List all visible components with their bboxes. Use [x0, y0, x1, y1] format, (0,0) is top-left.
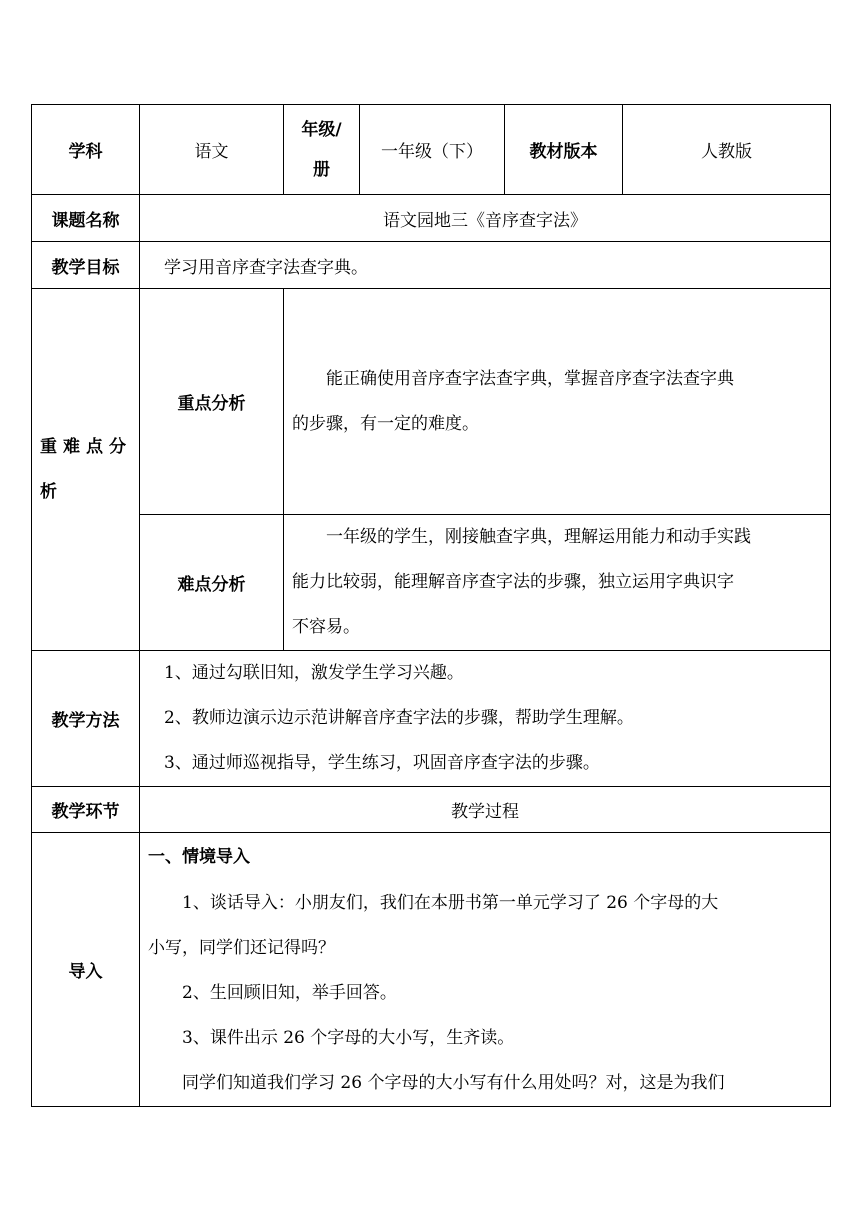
intro-content: [140, 833, 831, 1107]
lesson-plan-table: [31, 104, 831, 1107]
topic-value: 语文园地三《音序查字法》: [140, 195, 831, 242]
intro-heading: 一、情境导入: [148, 847, 250, 867]
subject-value: 语文: [140, 105, 284, 195]
objective-value: 学习用音序查字法查字典。: [140, 242, 831, 289]
analysis-label-line1: 重难点分: [40, 436, 132, 457]
edition-label: 教材版本: [505, 105, 623, 195]
intro-line-4: 3、课件出示 26 个字母的大小写，生齐读。: [182, 1028, 515, 1048]
grade-label-line1: 年级/: [301, 119, 342, 140]
key-analysis-line2: 的步骤，有一定的难度。: [292, 413, 479, 434]
methods-item-2: 2、教师边演示边示范讲解音序查字法的步骤，帮助学生理解。: [164, 708, 634, 728]
methods-label: 教学方法: [32, 651, 140, 787]
intro-line-5: 同学们知道我们学习 26 个字母的大小写有什么用处吗？对，这是为我们: [182, 1073, 725, 1093]
intro-row: [32, 833, 831, 1107]
grade-value: 一年级（下）: [360, 105, 505, 195]
intro-label: 导入: [32, 833, 140, 1107]
difficult-analysis-content: [284, 515, 831, 651]
process-header-value: 教学过程: [140, 787, 831, 833]
objective-row: [32, 242, 831, 289]
lesson-plan-document: [31, 104, 830, 1104]
header-row: [32, 105, 831, 195]
analysis-label: [32, 289, 140, 651]
topic-label: 课题名称: [32, 195, 140, 242]
methods-content: [140, 651, 831, 787]
key-analysis-content: [284, 289, 831, 515]
process-header-label: 教学环节: [32, 787, 140, 833]
difficult-analysis-line3: 不容易。: [292, 617, 360, 637]
methods-item-3: 3、通过师巡视指导，学生练习，巩固音序查字法的步骤。: [164, 753, 600, 773]
difficult-analysis-line2: 能力比较弱，能理解音序查字法的步骤，独立运用字典识字: [292, 572, 734, 592]
grade-label: [284, 105, 360, 195]
difficult-analysis-row: [32, 515, 831, 651]
key-analysis-label: 重点分析: [140, 289, 284, 515]
subject-label: 学科: [32, 105, 140, 195]
analysis-label-line2: 析: [40, 481, 63, 502]
key-analysis-line1: 能正确使用音序查字法查字典，掌握音序查字法查字典: [326, 368, 734, 389]
intro-line-3: 2、生回顾旧知，举手回答。: [182, 983, 397, 1003]
process-header-row: [32, 787, 831, 833]
key-analysis-row: [32, 289, 831, 515]
edition-value: 人教版: [623, 105, 831, 195]
intro-line-2: 小写，同学们还记得吗？: [148, 938, 335, 958]
methods-row: [32, 651, 831, 787]
difficult-analysis-label: 难点分析: [140, 515, 284, 651]
intro-line-1: 1、谈话导入：小朋友们，我们在本册书第一单元学习了 26 个字母的大: [182, 893, 719, 913]
difficult-analysis-line1: 一年级的学生，刚接触查字典，理解运用能力和动手实践: [326, 527, 751, 547]
objective-label: 教学目标: [32, 242, 140, 289]
grade-label-line2: 册: [313, 159, 330, 180]
topic-row: [32, 195, 831, 242]
methods-item-1: 1、通过勾联旧知，激发学生学习兴趣。: [164, 663, 464, 683]
